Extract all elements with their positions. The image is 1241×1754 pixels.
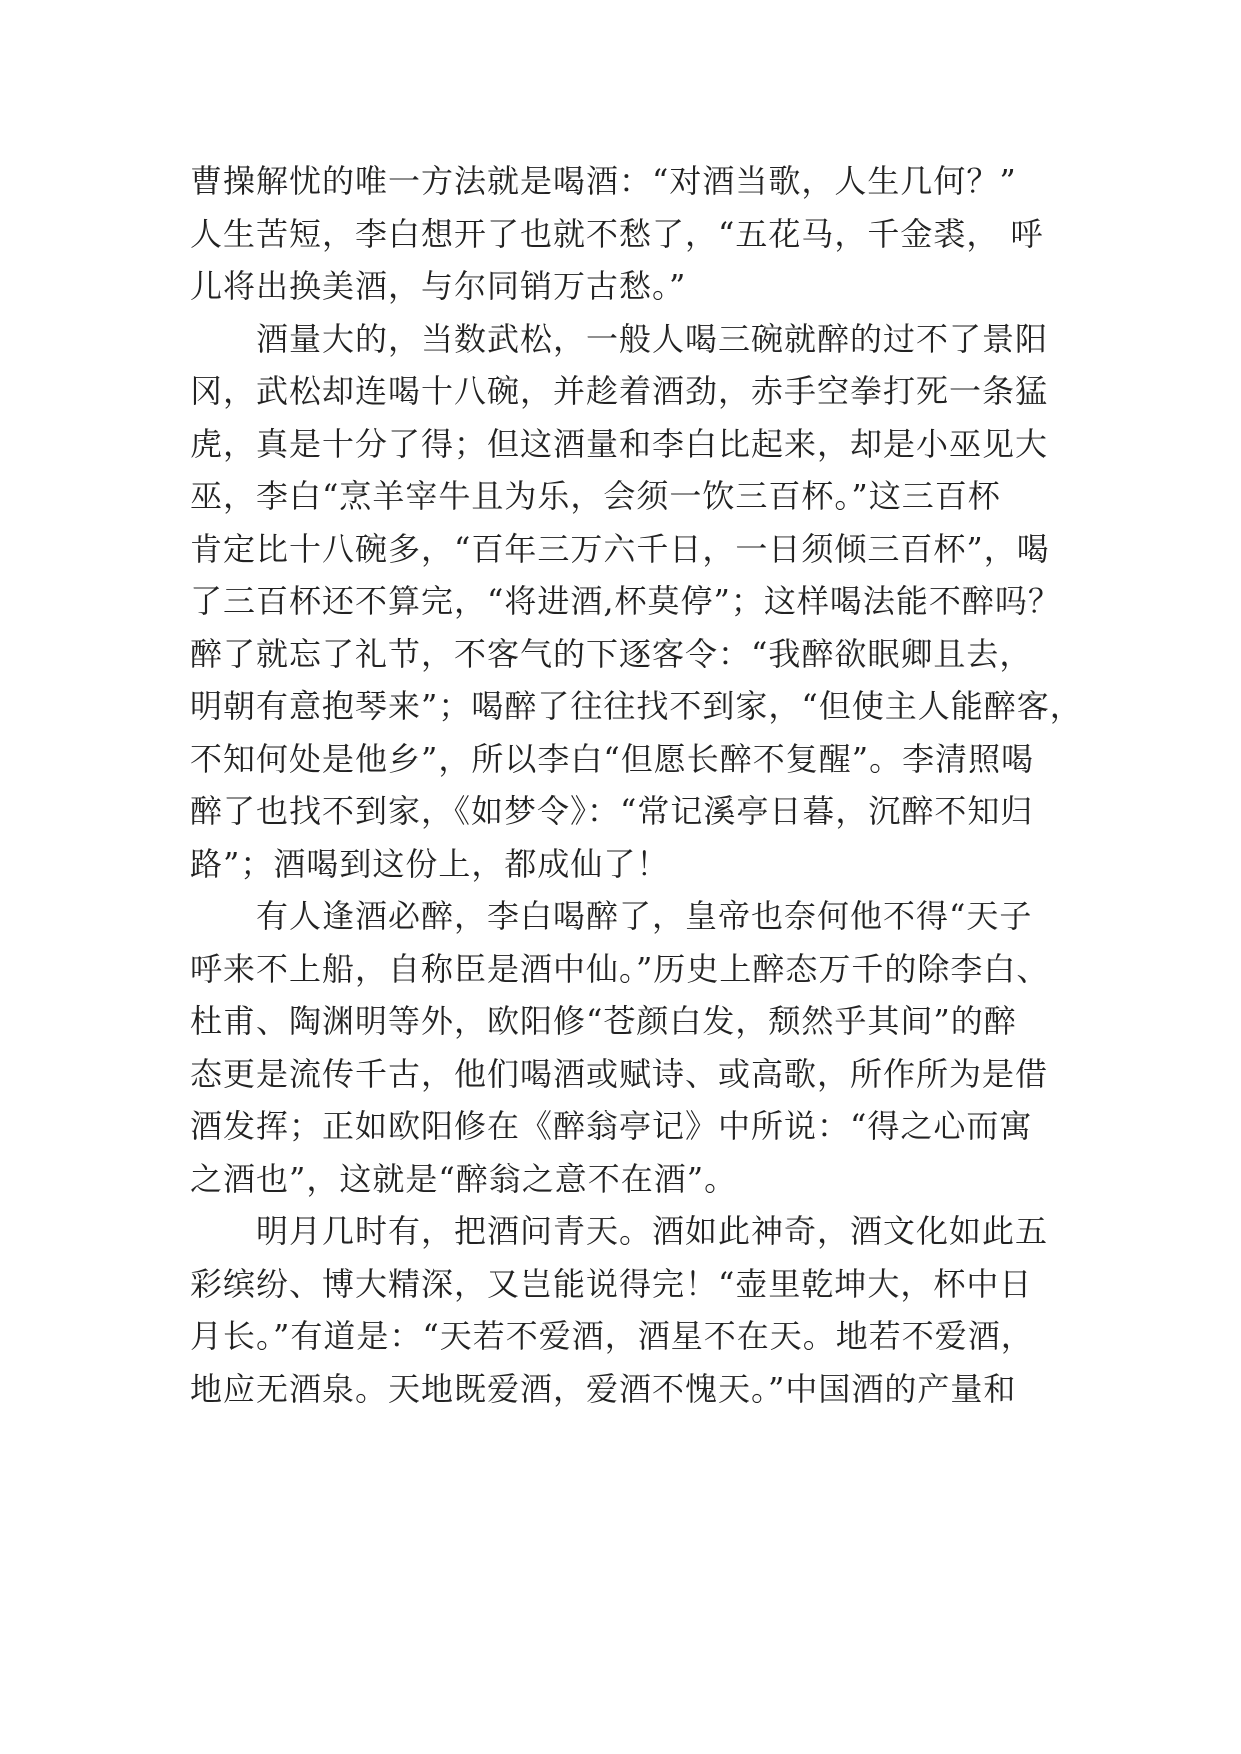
text-line: 地应无酒泉。天地既爱酒，爱酒不愧天。”中国酒的产量和 [190,1369,1017,1408]
text-line: 酒量大的，当数武松，一般人喝三碗就醉的过不了景阳 [190,319,1049,358]
paragraph-1 [190,155,1070,313]
text-line: 彩缤纷、博大精深，又岂能说得完！“壶里乾坤大，杯中日 [190,1264,1033,1303]
text-line: 明月几时有，把酒问青天。酒如此神奇，酒文化如此五 [190,1212,1049,1250]
text-line: 儿将出换美酒，与尔同销万古愁。” [190,267,687,305]
paragraph-2 [190,313,1083,891]
text-line: 路”；酒喝到这份上，都成仙了！ [190,844,670,883]
text-line: 不知何处是他乡”，所以李白“但愿长醉不复醒”。李清照喝 [190,739,1035,778]
text-line: 有人逢酒必醉，李白喝醉了，皇帝也奈何他不得“天子 [190,897,1033,935]
text-line: 人生苦短，李白想开了也就不愁了，“五花马，千金裘， 呼 [190,214,1044,253]
text-line: 呼来不上船，自称臣是酒中仙。”历史上醉态万千的除李白、 [190,949,1050,988]
paragraph-3 [190,890,1070,1205]
text-line: 月长。”有道是：“天若不爱酒，酒星不在天。地若不爱酒， [190,1317,1034,1355]
body-text [190,155,1083,1415]
text-line: 酒发挥；正如欧阳修在《醉翁亭记》中所说：“得之心而寓 [190,1107,1033,1145]
text-line: 曹操解忧的唯一方法就是喝酒：“对酒当歌，人生几何？” [190,162,1017,200]
text-line: 冈，武松却连喝十八碗，并趁着酒劲，赤手空拳打死一条猛 [190,372,1049,410]
text-line: 虎，真是十分了得；但这酒量和李白比起来，却是小巫见大 [190,424,1049,463]
text-line: 肯定比十八碗多，“百年三万六千日，一日须倾三百杯”，喝 [190,529,1050,568]
text-line: 了三百杯还不算完，“将进酒,杯莫停”；这样喝法能不醉吗？ [190,582,1061,620]
text-line: 态更是流传千古，他们喝酒或赋诗、或高歌，所作所为是借 [190,1054,1049,1093]
text-line: 巫，李白“烹羊宰牛且为乐，会须一饮三百杯。”这三百杯 [190,477,1001,515]
text-line: 醉了也找不到家，《如梦令》：“常记溪亭日暮，沉醉不知归 [190,792,1034,830]
text-line: 醉了就忘了礼节，不客气的下逐客令：“我醉欲眠卿且去， [190,634,1033,673]
text-line: 杜甫、陶渊明等外，欧阳修“苍颜白发，颓然乎其间”的醉 [190,1002,1017,1040]
paragraph-4 [190,1205,1070,1415]
text-line: 之酒也”，这就是“醉翁之意不在酒”。 [190,1159,738,1198]
text-line: 明朝有意抱琴来”；喝醉了往往找不到家，“但使主人能醉客， [190,687,1083,725]
